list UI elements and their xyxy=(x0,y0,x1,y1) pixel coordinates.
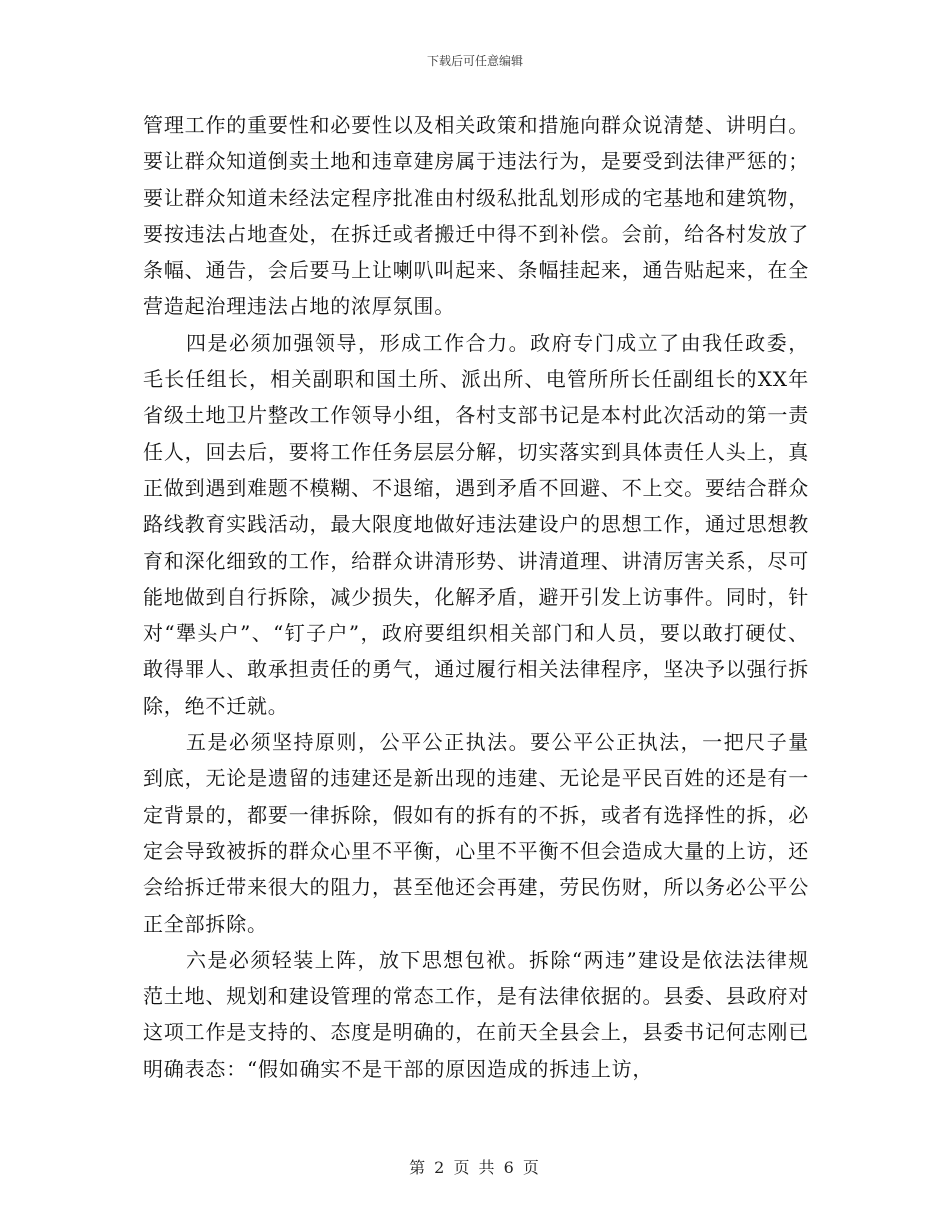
paragraph-continuation: 管理工作的重要性和必要性以及相关政策和措施向群众说清楚、讲明白。要让群众知道倒卖土地和违章建房属于违法行为，是要受到法律严惩的；要让群众知道未经法定程序批准由村级私批乱划形成的宅基地和建筑物，要按违法占地查处，在拆迁或者搬迁中得不到补偿。会前，给各村发放了条幅、通告，会后要马上让喇叭叫起来、条幅挂起来，通告贴起来，在全营造起治理违法占地的浓厚氛围。 xyxy=(143,113,809,319)
document-body xyxy=(143,107,809,1087)
page-number: 第 2 页 共 6 页 xyxy=(409,1158,541,1177)
page-header: 下载后可任意编辑 xyxy=(426,54,523,68)
paragraph-five: 五是必须坚持原则，公平公正执法。要公平公正执法，一把尺子量到底，无论是遗留的违建还是新出现的违建、无论是平民百姓的还是有一定背景的，都要一律拆除，假如有的拆有的不拆，或者有选择性的拆，必定会导致被拆的群众心里不平衡，心里不平衡不但会造成大量的上访，还会给拆迁带来很大的阻力，甚至他还会再建，劳民伤财，所以务必公平公正全部拆除。 xyxy=(143,730,809,936)
paragraph-six: 六是必须轻装上阵，放下思想包袱。拆除“两违”建设是依法法律规范土地、规划和建设管理的常态工作，是有法律依据的。县委、县政府对这项工作是支持的、态度是明确的，在前天全县会上，县委书记何志刚已明确表态：“假如确实不是干部的原因造成的拆违上访， xyxy=(143,947,809,1081)
paragraph-four: 四是必须加强领导，形成工作合力。政府专门成立了由我任政委，毛长任组长，相关副职和国土所、派出所、电管所所长任副组长的XX年省级土地卫片整改工作领导小组，各村支部书记是本村此次活动的第一责任人，回去后，要将工作任务层层分解，切实落实到具体责任人头上，真正做到遇到难题不模糊、不退缩，遇到矛盾不回避、不上交。要结合群众路线教育实践活动，最大限度地做好违法建设户的思想工作，通过思想教育和深化细致的工作，给群众讲清形势、讲清道理、讲清厉害关系，尽可能地做到自行拆除，减少损失，化解矛盾，避开引发上访事件。同时，针对“犟头户”、“钉子户”，政府要组织相关部门和人员，要以敢打硬仗、敢得罪人、敢承担责任的勇气，通过履行相关法律程序，坚决予以强行拆除，绝不迁就。 xyxy=(143,330,809,718)
